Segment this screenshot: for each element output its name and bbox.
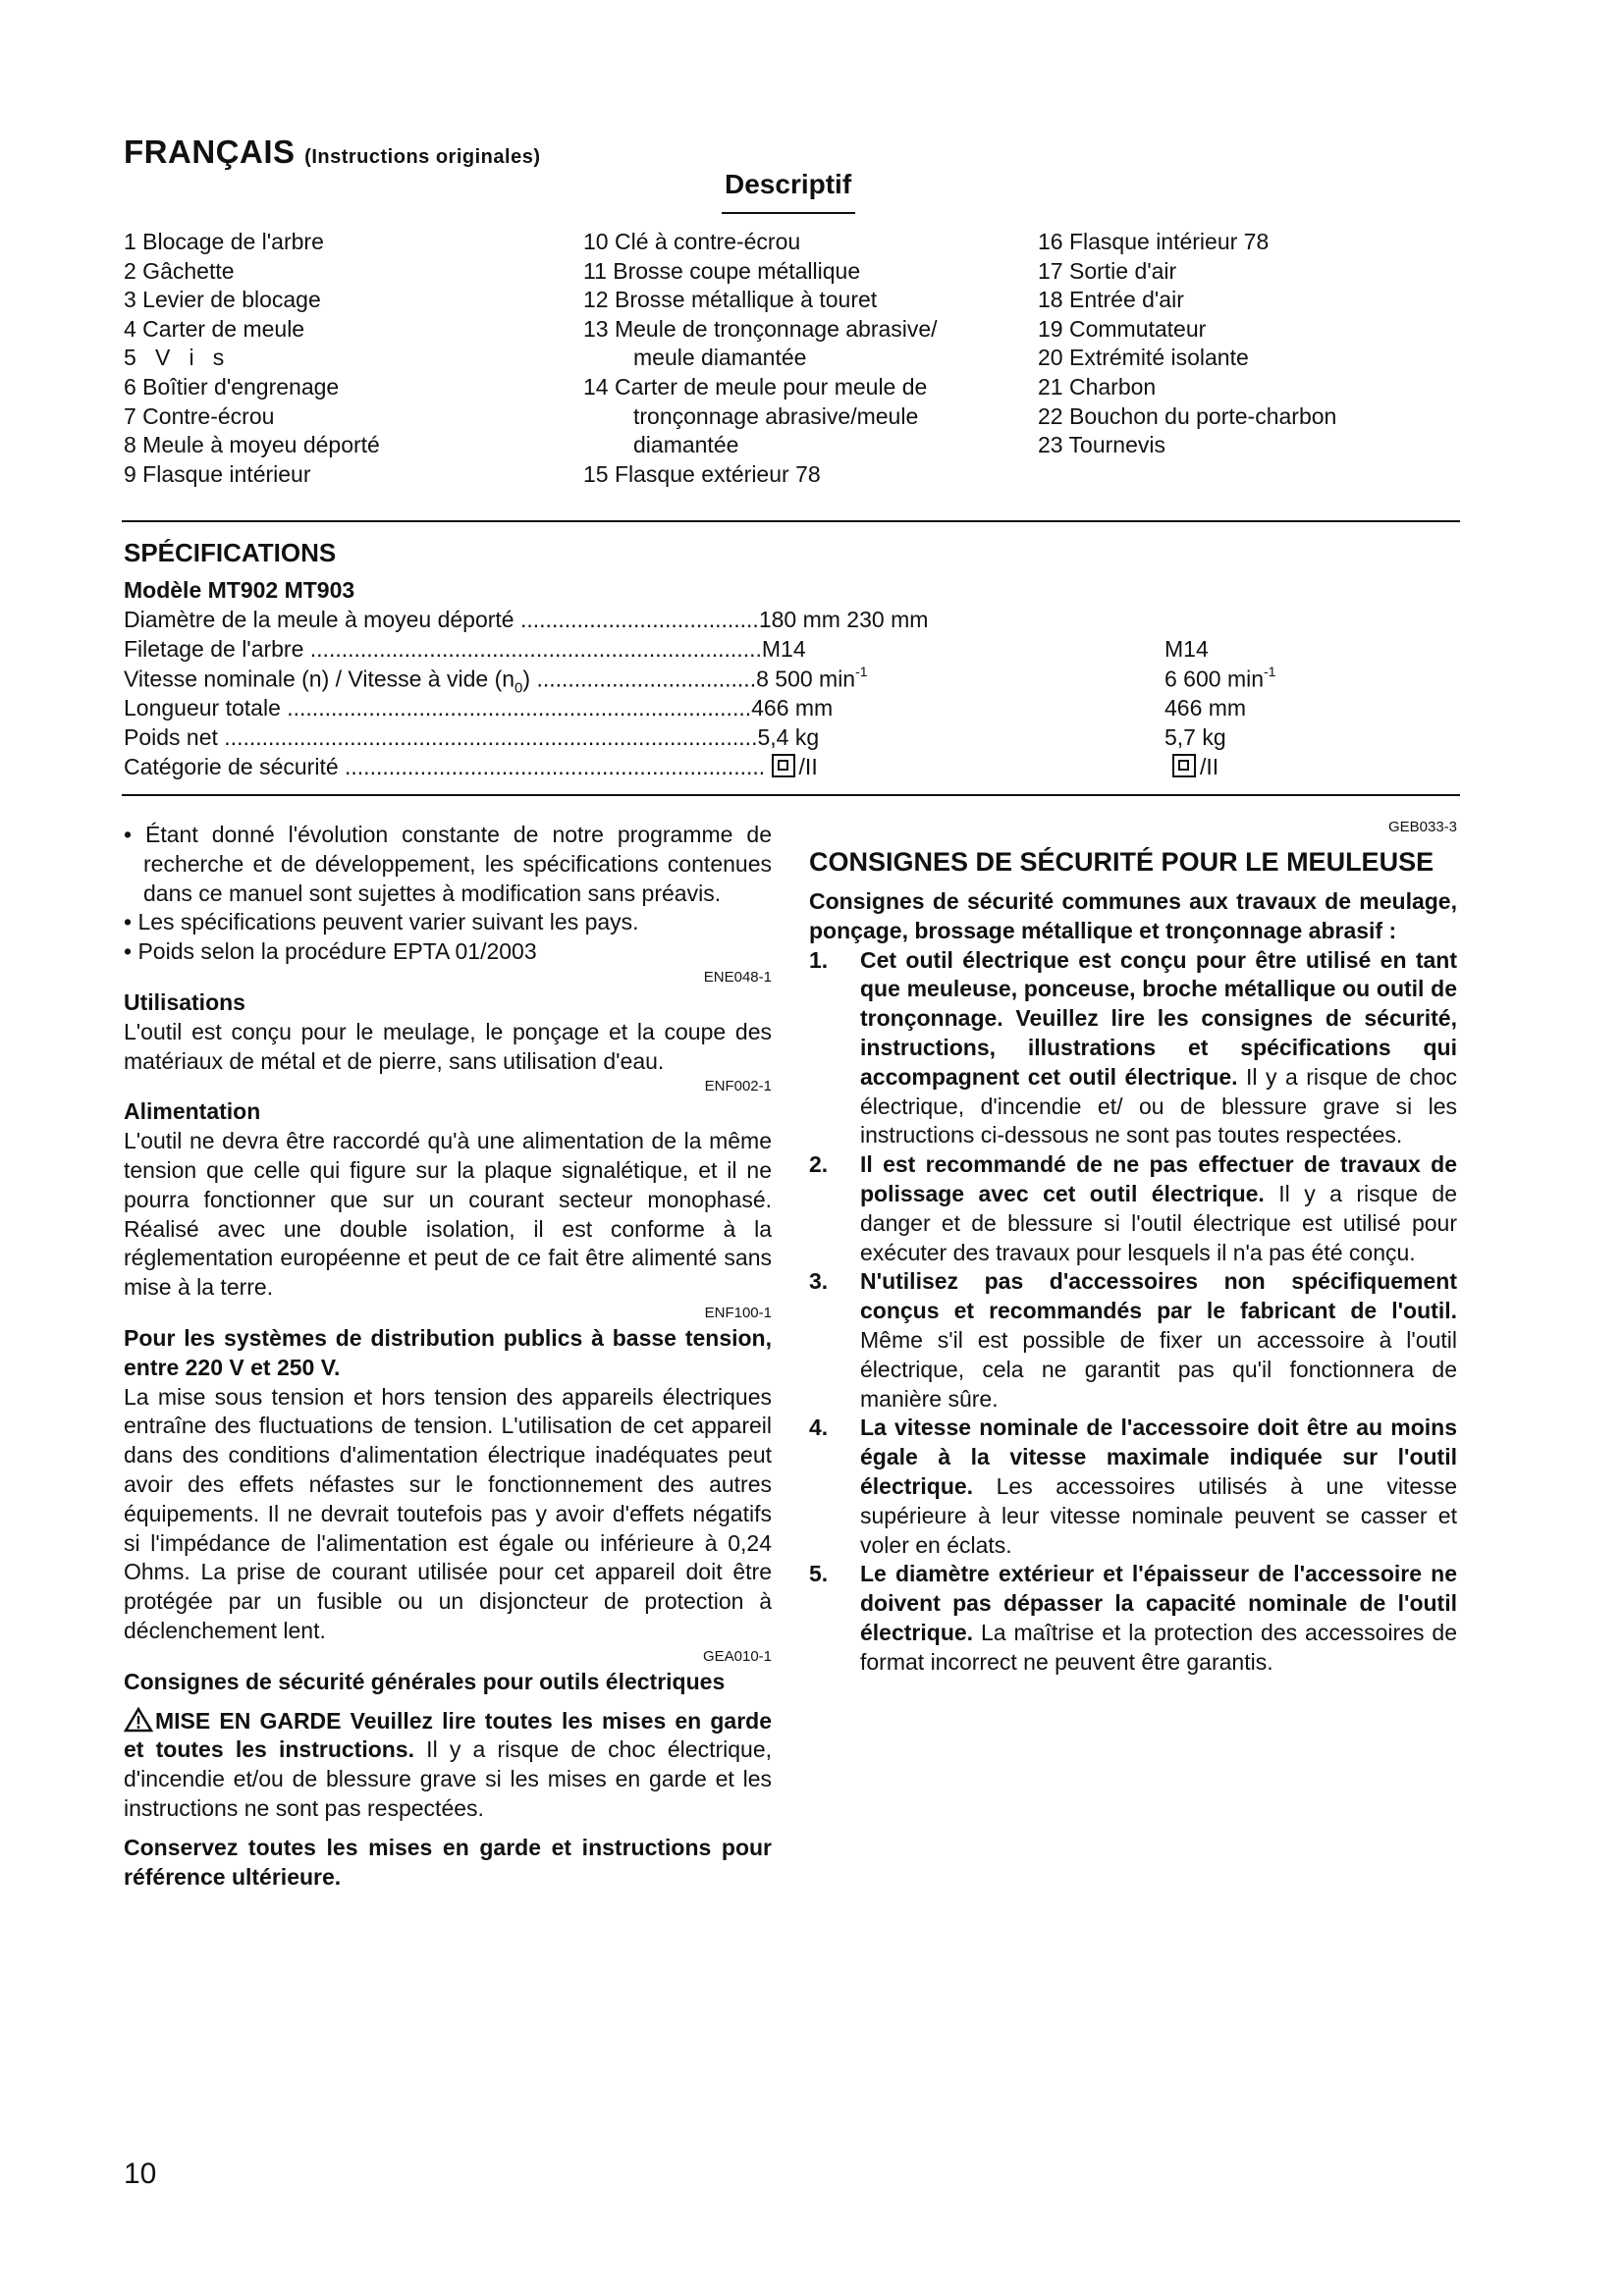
spec-row <box>124 666 868 696</box>
descriptif-item: 10 Clé à contre-écrou <box>583 229 801 254</box>
leader-dots: ..................................................................................... <box>224 724 758 750</box>
reference-code: GEB033-3 <box>1387 819 1457 835</box>
paragraph: La mise sous tension et hors tension des appareils électriques entraîne des fluctuations de tension. L'utilisation de cet appareil dans des conditions d'alimentation électrique inadéquates peut avoir des effets néfastes sur le fonctionnement des autres équipements. Il ne devrait toutefois pas y avoir d'effets négatifs si l'impédance de l'alimentation est égale ou inférieure à 0,24 Ohms. La prise de courant utilisée pour cet appareil doit être protégée par un fusible ou un disjoncteur de protection à déclenchement lent. <box>124 1383 772 1643</box>
language-header <box>124 133 540 171</box>
item-bold: Cet outil électrique est conçu pour être utilisé en tant que meuleuse, ponceuse, broche métallique ou outil de tronçonnage. Veuillez lire les consignes de sécurité, instructions, illustrations et spécifications qui accompagnent cet outil électrique. <box>860 946 1457 1090</box>
spec-row <box>124 695 833 721</box>
item-number: 5. <box>809 1561 829 1587</box>
bullet-text: Étant donné l'évolution constante de notre programme de recherche et de développement, les spécifications contenues dans ce manuel sont sujettes à modification sans préavis. <box>143 822 772 906</box>
section-subtitle: Consignes de sécurité communes aux travaux de meulage, ponçage, brossage métallique et tronçonnage abrasif : <box>809 888 1457 943</box>
superscript: -1 <box>1264 664 1276 679</box>
descriptif-column-2 <box>583 228 938 489</box>
leader-dots: ...................................... <box>520 607 759 632</box>
descriptif-item: 22 Bouchon du porte-charbon <box>1038 402 1337 429</box>
item-bold: Il est recommandé de ne pas effectuer de travaux de polissage avec cet outil électrique. <box>860 1151 1457 1206</box>
spec-value-b-wrap <box>1164 666 1275 693</box>
descriptif-item: 3 Levier de blocage <box>124 287 321 313</box>
bullet-text: Les spécifications peuvent varier suivant les pays. <box>137 909 639 935</box>
descriptif-item: 18 Entrée d'air <box>1038 287 1184 313</box>
spec-value-b: 6 600 min <box>1164 666 1265 692</box>
spec-value-b: 466 mm <box>1164 695 1247 721</box>
item-body <box>860 1267 1457 1414</box>
reference-code: ENF100-1 <box>704 1304 772 1321</box>
item-text: Même s'il est possible de fixer un accessoire à l'outil électrique, cela ne garantit pas qu'il fonctionnera de manière sûre. <box>860 1326 1457 1412</box>
bullet-item: • Les spécifications peuvent varier suivant les pays. <box>124 909 639 935</box>
leader-dots: ........................................................................ <box>309 636 762 662</box>
specifications-title: SPÉCIFICATIONS <box>124 538 337 567</box>
bullet-item: • Étant donné l'évolution constante de notre programme de recherche et de développement, les spécifications contenues dans ce manuel sont sujettes à modification sans préavis. <box>124 822 772 906</box>
paragraph: L'outil est conçu pour le meulage, le ponçage et la coupe des matériaux de métal et de pierre, sans utilisation d'eau. <box>124 1018 772 1074</box>
reference-code: GEA010-1 <box>702 1647 772 1665</box>
spec-label: Catégorie de sécurité <box>124 754 339 779</box>
item-body <box>860 1150 1457 1267</box>
section-title: CONSIGNES DE SÉCURITÉ POUR LE MEULEUSE <box>809 847 1435 877</box>
descriptif-item: 1 Blocage de l'arbre <box>124 229 324 254</box>
descriptif-item: 21 Charbon <box>1038 373 1157 400</box>
descriptif-item: tronçonnage abrasive/meule <box>633 402 919 429</box>
language-title: FRANÇAIS <box>124 133 296 170</box>
numbered-item <box>809 1150 1457 1267</box>
item-bold: Le diamètre extérieur et l'épaisseur de l'accessoire ne doivent pas dépasser la capacité nominale de l'outil électrique. <box>860 1561 1457 1645</box>
spec-label-end: ) <box>522 666 531 692</box>
item-body <box>860 946 1457 1151</box>
section-title: Consignes de sécurité générales pour outils électriques <box>124 1668 726 1694</box>
descriptif-underline <box>722 212 855 214</box>
descriptif-item: 15 Flasque extérieur 78 <box>583 460 821 487</box>
paragraph: L'outil ne devra être raccordé qu'à une alimentation de la même tension que celle qui figure sur la plaque signalétique, et il ne pourra fonctionner que sur un courant secteur monophasé. Réalisé avec une double isolation, il est conforme à la réglementation européenne et peut de ce fait être alimenté sans mise à la terre. <box>124 1128 772 1301</box>
spec-value-b: M14 <box>1164 636 1209 662</box>
descriptif-item: 5 V i s <box>124 345 225 371</box>
model-line: Modèle MT902 MT903 <box>124 577 355 603</box>
item-number: 2. <box>809 1151 829 1178</box>
descriptif-item: 12 Brosse métallique à touret <box>583 287 878 313</box>
item-text: Les accessoires utilisés à une vitesse supérieure à leur vitesse nominale peuvent se casser et voler en éclats. <box>860 1472 1457 1558</box>
item-bold: N'utilisez pas d'accessoires non spécifiquement conçus et recommandés par le fabricant de l'outil. <box>860 1268 1457 1324</box>
item-text: Il y a risque de choc électrique, d'incendie et/ ou de blessure grave si les instructions ci-dessous ne sont pas toutes respectées. <box>860 1063 1457 1148</box>
spec-value-b-wrap <box>1172 754 1218 780</box>
spec-row <box>124 724 819 751</box>
spec-row <box>124 754 818 780</box>
descriptif-item: 2 Gâchette <box>124 257 235 284</box>
descriptif-item: meule diamantée <box>633 345 807 371</box>
leader-dots: ................................... <box>536 666 757 692</box>
spec-label: Poids net <box>124 724 218 750</box>
spec-value-a: /II <box>798 754 818 779</box>
descriptif-column-3 <box>1038 228 1336 460</box>
descriptif-item: 17 Sortie d'air <box>1038 257 1177 284</box>
divider <box>122 794 1460 796</box>
spec-value-a: 180 mm 230 mm <box>758 607 929 632</box>
warning-paragraph <box>124 1707 772 1824</box>
descriptif-item: 8 Meule à moyeu déporté <box>124 432 380 458</box>
descriptif-item: 16 Flasque intérieur 78 <box>1038 229 1270 254</box>
spec-label: Filetage de l'arbre <box>124 636 304 662</box>
item-number: 4. <box>809 1415 829 1441</box>
item-bold: La vitesse nominale de l'accessoire doit être au moins égale à la vitesse maximale indiquée sur l'outil électrique. <box>860 1415 1457 1499</box>
leader-dots: .......................................................................... <box>287 695 752 721</box>
descriptif-item: 20 Extrémité isolante <box>1038 345 1249 371</box>
numbered-item <box>809 1560 1457 1677</box>
numbered-item <box>809 946 1457 1151</box>
double-insulation-icon <box>772 754 795 777</box>
item-text: La maîtrise et la protection des accessoires de format incorrect ne peuvent être garantis. <box>860 1619 1457 1675</box>
section-title: Alimentation <box>124 1098 261 1125</box>
leader-dots: ................................................................... <box>345 754 766 779</box>
subscript: 0 <box>514 679 523 697</box>
descriptif-item: 4 Carter de meule <box>124 315 305 342</box>
bullet-text: Poids selon la procédure EPTA 01/2003 <box>137 938 537 965</box>
spec-value-a: 5,4 kg <box>757 724 820 750</box>
spec-row <box>124 607 928 633</box>
spec-value-b: /II <box>1200 754 1219 779</box>
reference-code: ENE048-1 <box>703 968 772 986</box>
divider <box>122 520 1460 522</box>
language-subtitle: (Instructions originales) <box>304 146 541 168</box>
warning-triangle-icon <box>124 1707 153 1733</box>
superscript: -1 <box>855 664 868 679</box>
spec-value-a: M14 <box>761 636 806 662</box>
section-title: Pour les systèmes de distribution publics à basse tension, entre 220 V et 250 V. <box>124 1324 772 1380</box>
item-body <box>860 1560 1457 1677</box>
item-text: Il y a risque de danger et de blessure si l'outil électrique est utilisé pour exécuter des travaux pour lesquels il n'a pas été conçu. <box>860 1180 1458 1265</box>
descriptif-item: 7 Contre-écrou <box>124 402 275 429</box>
left-column <box>124 821 772 1892</box>
item-number: 1. <box>809 946 829 973</box>
spec-label: Vitesse nominale (n) / Vitesse à vide (n <box>124 666 515 692</box>
conservez-note: Conservez toutes les mises en garde et instructions pour référence ultérieure. <box>124 1834 772 1890</box>
item-number: 3. <box>809 1268 829 1295</box>
item-body <box>860 1414 1457 1560</box>
descriptif-item: 19 Commutateur <box>1038 315 1207 342</box>
descriptif-item: 11 Brosse coupe métallique <box>583 257 861 284</box>
descriptif-item: 23 Tournevis <box>1038 432 1165 458</box>
section-title: Utilisations <box>124 988 245 1015</box>
spec-row <box>124 636 806 663</box>
descriptif-item: 14 Carter de meule pour meule de <box>583 373 928 400</box>
numbered-item <box>809 1267 1457 1414</box>
spec-label: Longueur totale <box>124 695 281 721</box>
right-column <box>809 817 1457 1678</box>
descriptif-item: 6 Boîtier d'engrenage <box>124 373 340 400</box>
descriptif-item: 13 Meule de tronçonnage abrasive/ <box>583 315 938 342</box>
descriptif-item: 9 Flasque intérieur <box>124 460 311 487</box>
spec-label: Diamètre de la meule à moyeu déporté <box>124 607 514 632</box>
spec-value-b: 5,7 kg <box>1164 724 1226 750</box>
descriptif-column-1 <box>124 228 380 489</box>
spec-value-a: 466 mm <box>751 695 834 721</box>
reference-code: ENF002-1 <box>704 1078 772 1095</box>
bullet-item: • Poids selon la procédure EPTA 01/2003 <box>124 938 537 965</box>
page-number: 10 <box>124 2158 157 2190</box>
warning-text: Il y a risque de choc électrique, d'incendie et/ou de blessure grave si les mises en garde et les instructions ne sont pas respectées. <box>124 1736 773 1821</box>
numbered-item <box>809 1414 1457 1560</box>
descriptif-item: diamantée <box>633 432 739 458</box>
warning-bold: MISE EN GARDE Veuillez lire toutes les mises en garde et toutes les instructions. <box>124 1707 772 1763</box>
spec-value-a: 8 500 min <box>756 666 856 692</box>
descriptif-title: Descriptif <box>725 169 852 199</box>
double-insulation-icon <box>1172 754 1196 777</box>
